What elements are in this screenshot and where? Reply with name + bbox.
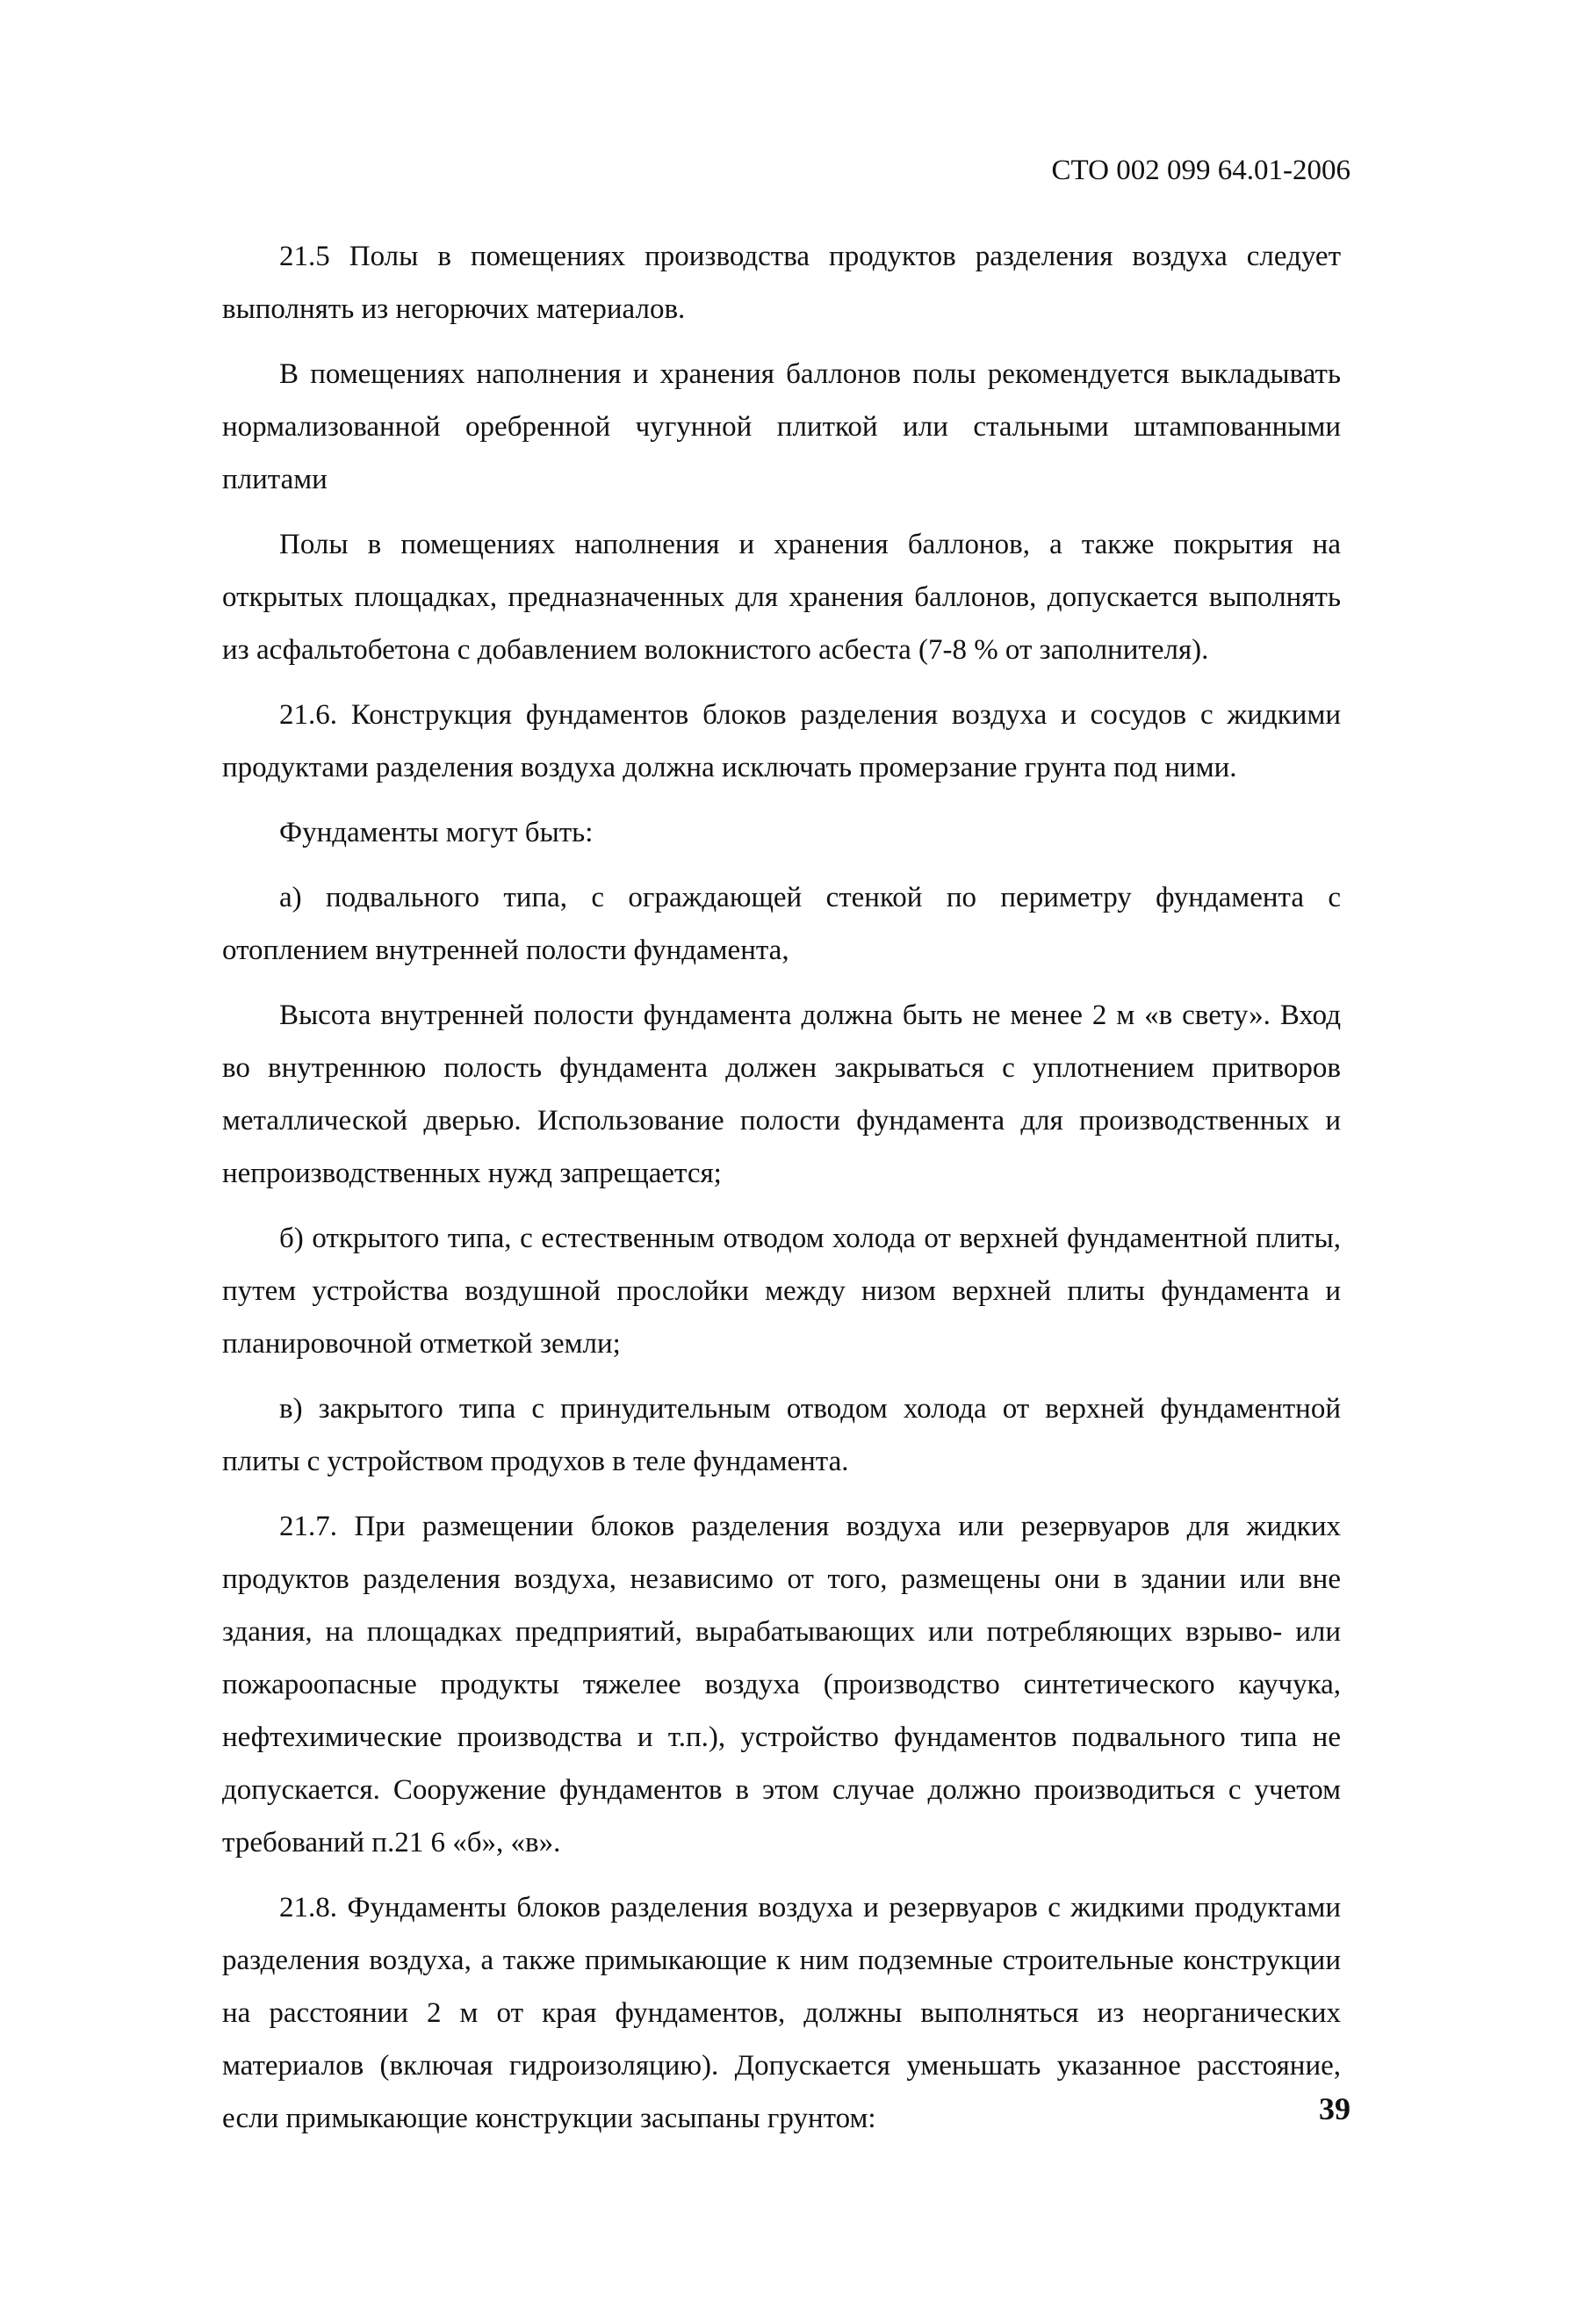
paragraph-type-c: в) закрытого типа с принудительным отводом холода от верхней фундаментной плиты с устройством продухов в теле фундамента. xyxy=(222,1393,1341,1477)
paragraph-foundation-types-intro: Фундаменты могут быть: xyxy=(279,817,594,848)
page-header xyxy=(1051,155,1350,187)
paragraph-type-a: а) подвального типа, с ограждающей стенкой по периметру фундамента с отоплением внутренней полости фундамента, xyxy=(222,882,1341,966)
paragraph-floors-asphalt: Полы в помещениях наполнения и хранения баллонов, а также покрытия на открытых площадках, предназначенных для хранения баллонов, допускается выполнять из асфальтобетона с добавлением волокнистого асбеста (7-8 % от заполнителя). xyxy=(222,529,1341,666)
paragraph-type-a-height: Высота внутренней полости фундамента должна быть не менее 2 м «в свету». Вход во внутреннюю полость фундамента должен закрываться с уплотнением притворов металлической дверью. Использование полости фундамента для производственных и непроизводственных нужд запрещается; xyxy=(222,1000,1341,1189)
page-number: 39 xyxy=(1319,2091,1350,2126)
document-body xyxy=(222,230,1341,2157)
document-code: СТО 002 099 64.01-2006 xyxy=(1051,155,1350,186)
paragraph-21-6: 21.6. Конструкция фундаментов блоков разделения воздуха и сосудов с жидкими продуктами разделения воздуха должна исключать промерзание грунта под ними. xyxy=(222,699,1341,783)
paragraph-21-5: 21.5 Полы в помещениях производства продуктов разделения воздуха следует выполнять из негорючих материалов. xyxy=(222,241,1341,325)
paragraph-21-8: 21.8. Фундаменты блоков разделения воздуха и резервуаров с жидкими продуктами разделения воздуха, а также примыкающие к ним подземные строительные конструкции на расстоянии 2 м от края фундаментов, должны выполняться из неорганических материалов (включая гидроизоляцию). Допускается уменьшать указанное расстояние, если примыкающие конструкции засыпаны грунтом: xyxy=(222,1892,1341,2134)
paragraph-floors-recommendation: В помещениях наполнения и хранения баллонов полы рекомендуется выкладывать нормализованной оребренной чугунной плиткой или стальными штампованными плитами xyxy=(222,358,1341,495)
paragraph-type-b: б) открытого типа, с естественным отводом холода от верхней фундаментной плиты, путем устройства воздушной прослойки между низом верхней плиты фундамента и планировочной отметкой земли; xyxy=(222,1223,1341,1360)
paragraph-21-7: 21.7. При размещении блоков разделения воздуха или резервуаров для жидких продуктов разделения воздуха, независимо от того, размещены они в здании или вне здания, на площадках предприятий, вырабатывающих или потребляющих взрыво- или пожароопасные продукты тяжелее воздуха (производство синтетического каучука, нефтехимические производства и т.п.), устройство фундаментов подвального типа не допускается. Сооружение фундаментов в этом случае должно производиться с учетом требований п.21 6 «б», «в». xyxy=(222,1511,1341,1858)
